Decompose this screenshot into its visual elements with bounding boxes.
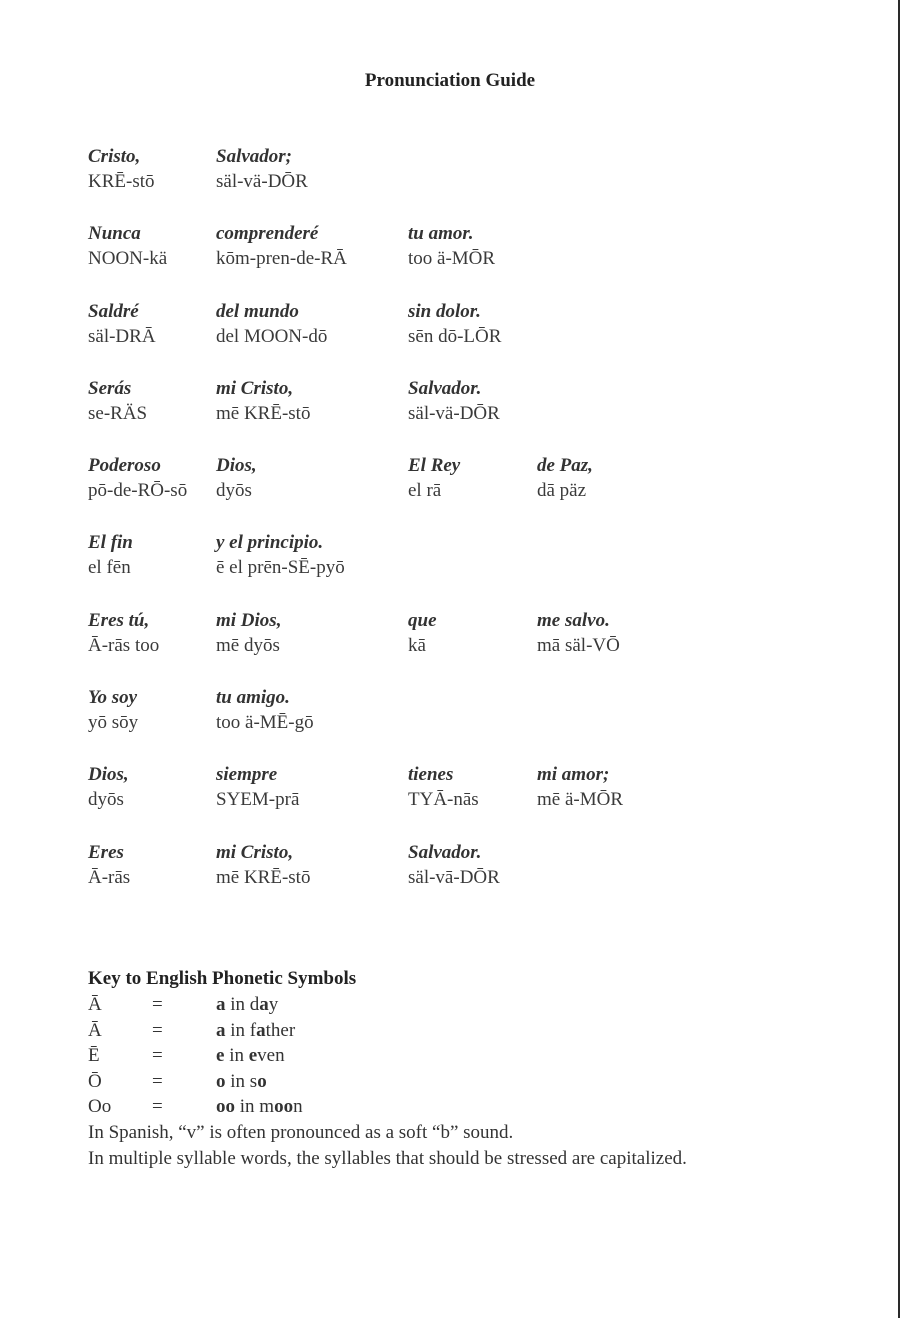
key-row	[88, 1071, 687, 1097]
phonetic-word: säl-vä-DŌR	[216, 171, 308, 192]
key-equals: =	[152, 994, 163, 1015]
spanish-word: Dios,	[88, 764, 129, 786]
phonetic-word: dā päz	[537, 480, 587, 502]
phonetic-word: el fēn	[88, 557, 131, 579]
spanish-word: Nunca	[88, 223, 141, 245]
note-v-pronunciation: In Spanish, “v” is often pronounced as a soft “b” sound.	[88, 1121, 514, 1143]
phonetic-word: SYEM-prā	[216, 789, 300, 811]
phonetic-word: yō sōy	[88, 712, 139, 734]
spanish-word: mi Cristo,	[216, 377, 294, 399]
spanish-word: Serás	[88, 377, 132, 399]
key-symbol: Ā	[88, 994, 102, 1015]
key-symbol: Ā	[88, 1019, 102, 1041]
spanish-word: me salvo.	[537, 609, 610, 631]
phonetic-word: el rā	[408, 480, 442, 502]
key-equals: =	[152, 1045, 163, 1067]
spanish-word: Yo soy	[88, 687, 138, 709]
spanish-word: mi Cristo,	[216, 841, 294, 863]
spanish-word: mi Dios,	[216, 609, 282, 631]
phonetic-word: mē KRĒ-stō	[216, 866, 311, 888]
key-symbol: Ē	[88, 1045, 100, 1067]
phonetic-word: dyōs	[216, 480, 252, 502]
key-equals: =	[152, 1096, 163, 1118]
phonetic-word: KRĒ-stō	[88, 171, 155, 192]
key-row	[88, 994, 687, 1020]
spanish-word: Eres tú,	[88, 609, 150, 631]
spanish-word: de Paz,	[537, 455, 593, 477]
phonetic-word: del MOON-dō	[216, 325, 328, 347]
key-row	[88, 1045, 687, 1071]
spanish-word: Dios,	[216, 455, 257, 477]
phonetic-word: säl-vā-DŌR	[408, 866, 500, 888]
phonetic-word: Ā-rās	[88, 866, 131, 888]
phonetic-word: ē el prēn-SĒ-pyō	[216, 557, 345, 579]
spanish-word: Cristo,	[88, 146, 141, 167]
phonetic-word: mē KRĒ-stō	[216, 402, 311, 424]
phonetic-word: mē ä-MŌR	[537, 789, 624, 811]
phonetic-word: TYĀ-nās	[408, 789, 479, 811]
spanish-word: tu amigo.	[216, 687, 290, 709]
phonetic-word: kōm-pren-de-RĀ	[216, 248, 347, 270]
spanish-word: Poderoso	[88, 455, 161, 477]
key-description: o in so	[216, 1070, 267, 1092]
key-description: a in day	[216, 994, 279, 1015]
phonetic-key	[88, 968, 687, 1174]
note-stressed-syllables: In multiple syllable words, the syllables that should be stressed are capitalized.	[88, 1147, 687, 1169]
spanish-word: y el principio.	[216, 532, 324, 554]
phonetic-word: too ä-MĒ-gō	[216, 712, 314, 734]
phonetic-word: se-RÄS	[88, 402, 148, 424]
spanish-word: comprenderé	[216, 223, 319, 245]
phonetic-word: kā	[408, 634, 426, 656]
key-row	[88, 1020, 687, 1046]
phonetic-word: too ä-MŌR	[408, 248, 496, 270]
key-equals: =	[152, 1019, 163, 1041]
key-equals: =	[152, 1070, 163, 1092]
page-title: Pronunciation Guide	[364, 70, 536, 91]
spanish-word: Salvador.	[408, 841, 482, 863]
key-symbol: Oo	[88, 1096, 112, 1118]
phonetic-word: Ā-rās too	[88, 634, 160, 656]
spanish-word: que	[408, 609, 437, 631]
key-symbol: Ō	[88, 1070, 102, 1092]
phonetic-word: dyōs	[88, 789, 124, 811]
spanish-word: El fin	[88, 532, 133, 554]
phonetic-word: sēn dō-LŌR	[408, 325, 502, 347]
phonetic-word: mē dyōs	[216, 634, 280, 656]
spanish-word: tu amor.	[408, 223, 474, 245]
phonetic-word: mā säl-VŌ	[537, 634, 620, 656]
phonetic-word: säl-vä-DŌR	[408, 402, 500, 424]
phonetic-word: pō-de-RŌ-sō	[88, 480, 188, 502]
spanish-word: mi amor;	[537, 764, 610, 786]
key-row	[88, 1096, 687, 1122]
spanish-word: Saldré	[88, 300, 139, 322]
spanish-word: del mundo	[216, 300, 299, 322]
key-title: Key to English Phonetic Symbols	[88, 968, 357, 989]
phonetic-word: säl-DRĀ	[88, 325, 156, 347]
key-description: oo in moon	[216, 1096, 303, 1118]
spanish-word: Salvador;	[216, 146, 292, 167]
spanish-word: El Rey	[408, 455, 461, 477]
spanish-word: siempre	[216, 764, 278, 786]
key-description: a in father	[216, 1019, 296, 1041]
spanish-word: sin dolor.	[408, 300, 481, 322]
spanish-word: tienes	[408, 764, 454, 786]
spanish-word: Salvador.	[408, 377, 482, 399]
key-description: e in even	[216, 1045, 285, 1067]
spanish-word: Eres	[88, 841, 124, 863]
phonetic-word: NOON-kä	[88, 248, 168, 270]
